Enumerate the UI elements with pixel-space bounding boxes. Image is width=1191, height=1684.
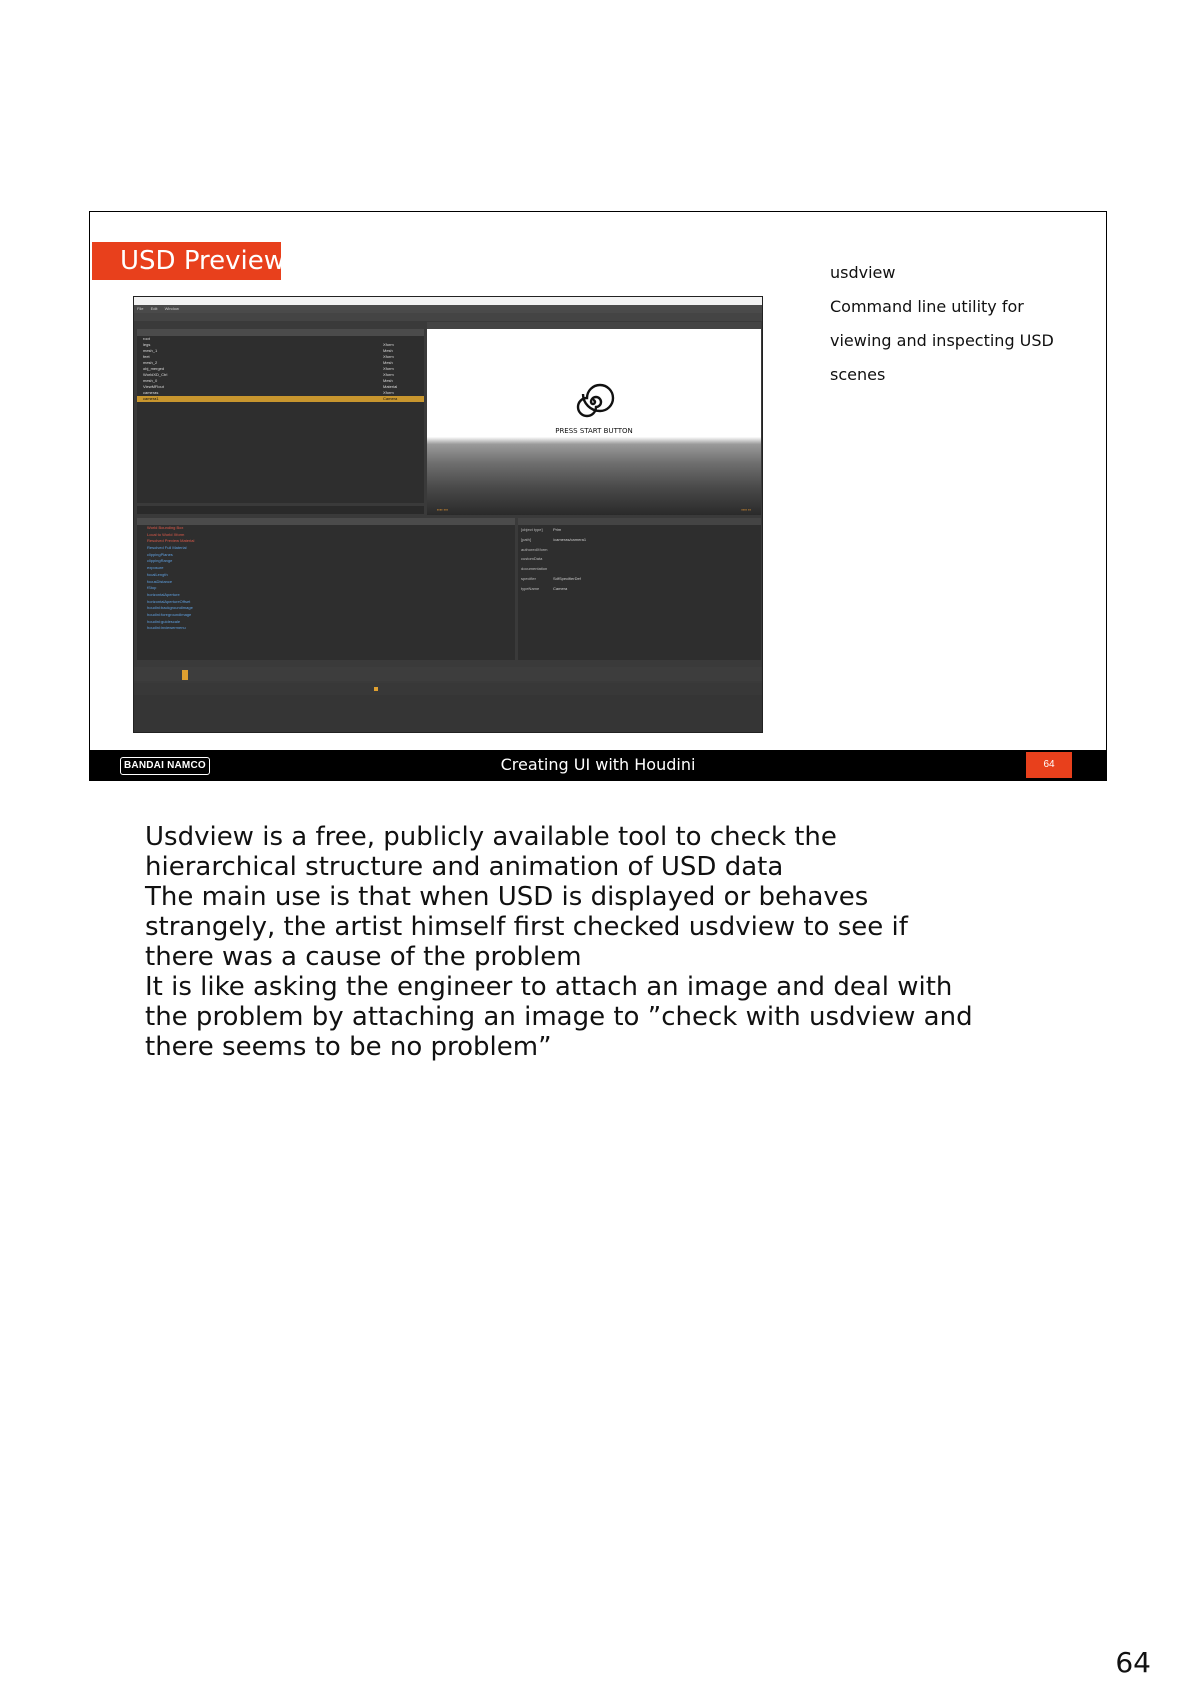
prim-label: mesh_0 — [143, 378, 158, 383]
metadata-key: [object type] — [521, 527, 543, 532]
viewport-hud-right: ▪▪▪▪ ▪▪ — [741, 507, 751, 512]
side-line: usdview — [830, 263, 896, 282]
status-bar — [134, 683, 762, 695]
property-row[interactable] — [137, 625, 515, 632]
prim-type: Xform — [383, 342, 394, 347]
property-name: fStop — [147, 585, 157, 591]
property-name: exposure — [147, 565, 164, 571]
metadata-panel — [518, 518, 761, 660]
metadata-row[interactable] — [518, 564, 761, 574]
metadata-value: SdfSpecifierDef — [553, 575, 581, 581]
notes-line: strangely, the artist himself first checked usdview to see if — [145, 912, 908, 942]
property-row[interactable] — [137, 545, 515, 552]
property-row[interactable] — [137, 585, 515, 592]
property-name: houdini:foregroundimage — [147, 611, 192, 617]
metadata-row[interactable] — [518, 574, 761, 584]
property-row[interactable] — [137, 619, 515, 626]
side-line: Command line utility for — [830, 297, 1024, 316]
slide-title: USD Preview — [120, 246, 286, 276]
notes-line: the problem by attaching an image to ”check with usdview and — [145, 1002, 973, 1032]
metadata-key: specifier — [521, 575, 536, 581]
metadata-value: /cameras/camera1 — [553, 536, 587, 542]
prim-tree-row[interactable] — [137, 396, 424, 402]
property-row[interactable] — [137, 538, 515, 545]
notes-line: there was a cause of the problem — [145, 942, 582, 972]
prim-type: Xform — [383, 354, 394, 359]
property-name: clippingPlanes — [147, 551, 173, 557]
notes-line: Usdview is a free, publicly available tool to check the — [145, 822, 837, 852]
property-row[interactable] — [137, 599, 515, 606]
metadata-row[interactable] — [518, 554, 761, 564]
viewport-hud-left: ▪▪▪▪ ▪▪▪ — [437, 507, 449, 512]
bandai-namco-logo: BANDAI NAMCO — [120, 757, 210, 775]
metadata-value: Camera — [553, 585, 568, 591]
property-name: houdini:guidescale — [147, 618, 181, 624]
viewport-toolbar — [427, 322, 761, 329]
prim-label: obj_merged — [143, 366, 165, 371]
property-row[interactable] — [137, 612, 515, 619]
property-name: Resolved Preview Material — [147, 538, 195, 544]
property-row[interactable] — [137, 605, 515, 612]
spiral-icon — [570, 379, 616, 425]
menu-window: Window — [164, 306, 179, 311]
property-name: clippingRange — [147, 558, 173, 564]
prim-type: Material — [383, 384, 398, 389]
property-name: World Bounding Box — [147, 525, 184, 530]
window-titlebar — [134, 297, 762, 305]
usdview-screenshot — [133, 296, 763, 733]
property-row[interactable] — [137, 592, 515, 599]
metadata-key: authoredXform — [521, 546, 548, 552]
prim-tree-header — [137, 329, 424, 336]
property-name: houdini:inviewermenu — [147, 625, 186, 631]
property-name: focusDistance — [147, 578, 173, 584]
prim-type: Mesh — [383, 348, 393, 353]
prim-tree — [137, 329, 424, 503]
property-name: horizontalAperture — [147, 591, 180, 597]
timeline-handle — [182, 670, 188, 680]
menu-bar — [134, 305, 762, 313]
footer-page-badge: 64 — [1026, 752, 1072, 778]
metadata-row[interactable] — [518, 545, 761, 555]
timeline — [134, 667, 762, 681]
metadata-value: Prim — [553, 527, 562, 532]
property-row[interactable] — [137, 532, 515, 539]
metadata-key: [path] — [521, 536, 532, 542]
side-line: viewing and inspecting USD — [830, 331, 1054, 350]
prim-type: Xform — [383, 366, 394, 371]
toolbar — [134, 313, 762, 321]
property-row[interactable] — [137, 525, 515, 532]
prim-type: Xform — [383, 390, 394, 395]
property-row[interactable] — [137, 552, 515, 559]
footer-title: Creating UI with Houdini — [500, 755, 696, 774]
property-row[interactable] — [137, 572, 515, 579]
prim-label: mesh_2 — [143, 360, 158, 365]
menu-edit: Edit — [150, 306, 158, 311]
prim-label: WorldXD_Ctrl — [143, 372, 168, 377]
side-line: scenes — [830, 365, 886, 384]
menu-file: File — [137, 306, 144, 311]
prim-type: Camera — [383, 396, 398, 401]
notes-line: hierarchical structure and animation of USD data — [145, 852, 784, 882]
slide-footer — [90, 750, 1106, 780]
side-description — [830, 256, 1090, 392]
slide-frame — [89, 211, 1107, 781]
prim-label: camera1 — [143, 396, 159, 401]
property-name: houdini:backgroundimage — [147, 605, 193, 611]
property-row[interactable] — [137, 558, 515, 565]
metadata-key: customData — [521, 556, 543, 562]
prim-label: mesh_1 — [143, 348, 158, 353]
prim-type: Xform — [383, 372, 394, 377]
property-name: horizontalApertureOffset — [147, 598, 191, 604]
metadata-key: typeName — [521, 585, 540, 591]
metadata-row[interactable] — [518, 584, 761, 594]
metadata-row[interactable] — [518, 535, 761, 545]
prim-type: Mesh — [383, 360, 393, 365]
metadata-key: documentation — [521, 566, 548, 572]
property-name: Resolved Full Material — [147, 545, 187, 551]
prim-label: ViewMFlout — [143, 384, 164, 389]
status-indicator — [374, 687, 378, 691]
property-panel — [137, 518, 515, 660]
screenshot-bottom — [134, 695, 762, 733]
viewport — [427, 329, 761, 515]
notes-line: It is like asking the engineer to attach an image and deal with — [145, 972, 953, 1002]
prim-label: cameras — [143, 390, 159, 395]
property-name: Local to World Xform — [147, 531, 185, 537]
tree-search-bar — [137, 506, 424, 514]
prim-label: legs — [143, 342, 151, 347]
page-number: 64 — [1115, 1646, 1151, 1679]
metadata-tabs — [518, 518, 761, 525]
property-header — [137, 518, 515, 525]
property-row[interactable] — [137, 565, 515, 572]
prim-type: Mesh — [383, 378, 393, 383]
prim-label: root — [143, 336, 150, 341]
property-name: focalLength — [147, 571, 168, 577]
prim-label: feet — [143, 354, 150, 359]
speaker-notes — [145, 822, 1095, 1062]
property-row[interactable] — [137, 579, 515, 586]
metadata-row[interactable] — [518, 525, 761, 535]
notes-line: there seems to be no problem” — [145, 1032, 552, 1062]
notes-line: The main use is that when USD is displayed or behaves — [145, 882, 869, 912]
viewport-caption: PRESS START BUTTON — [555, 427, 633, 435]
